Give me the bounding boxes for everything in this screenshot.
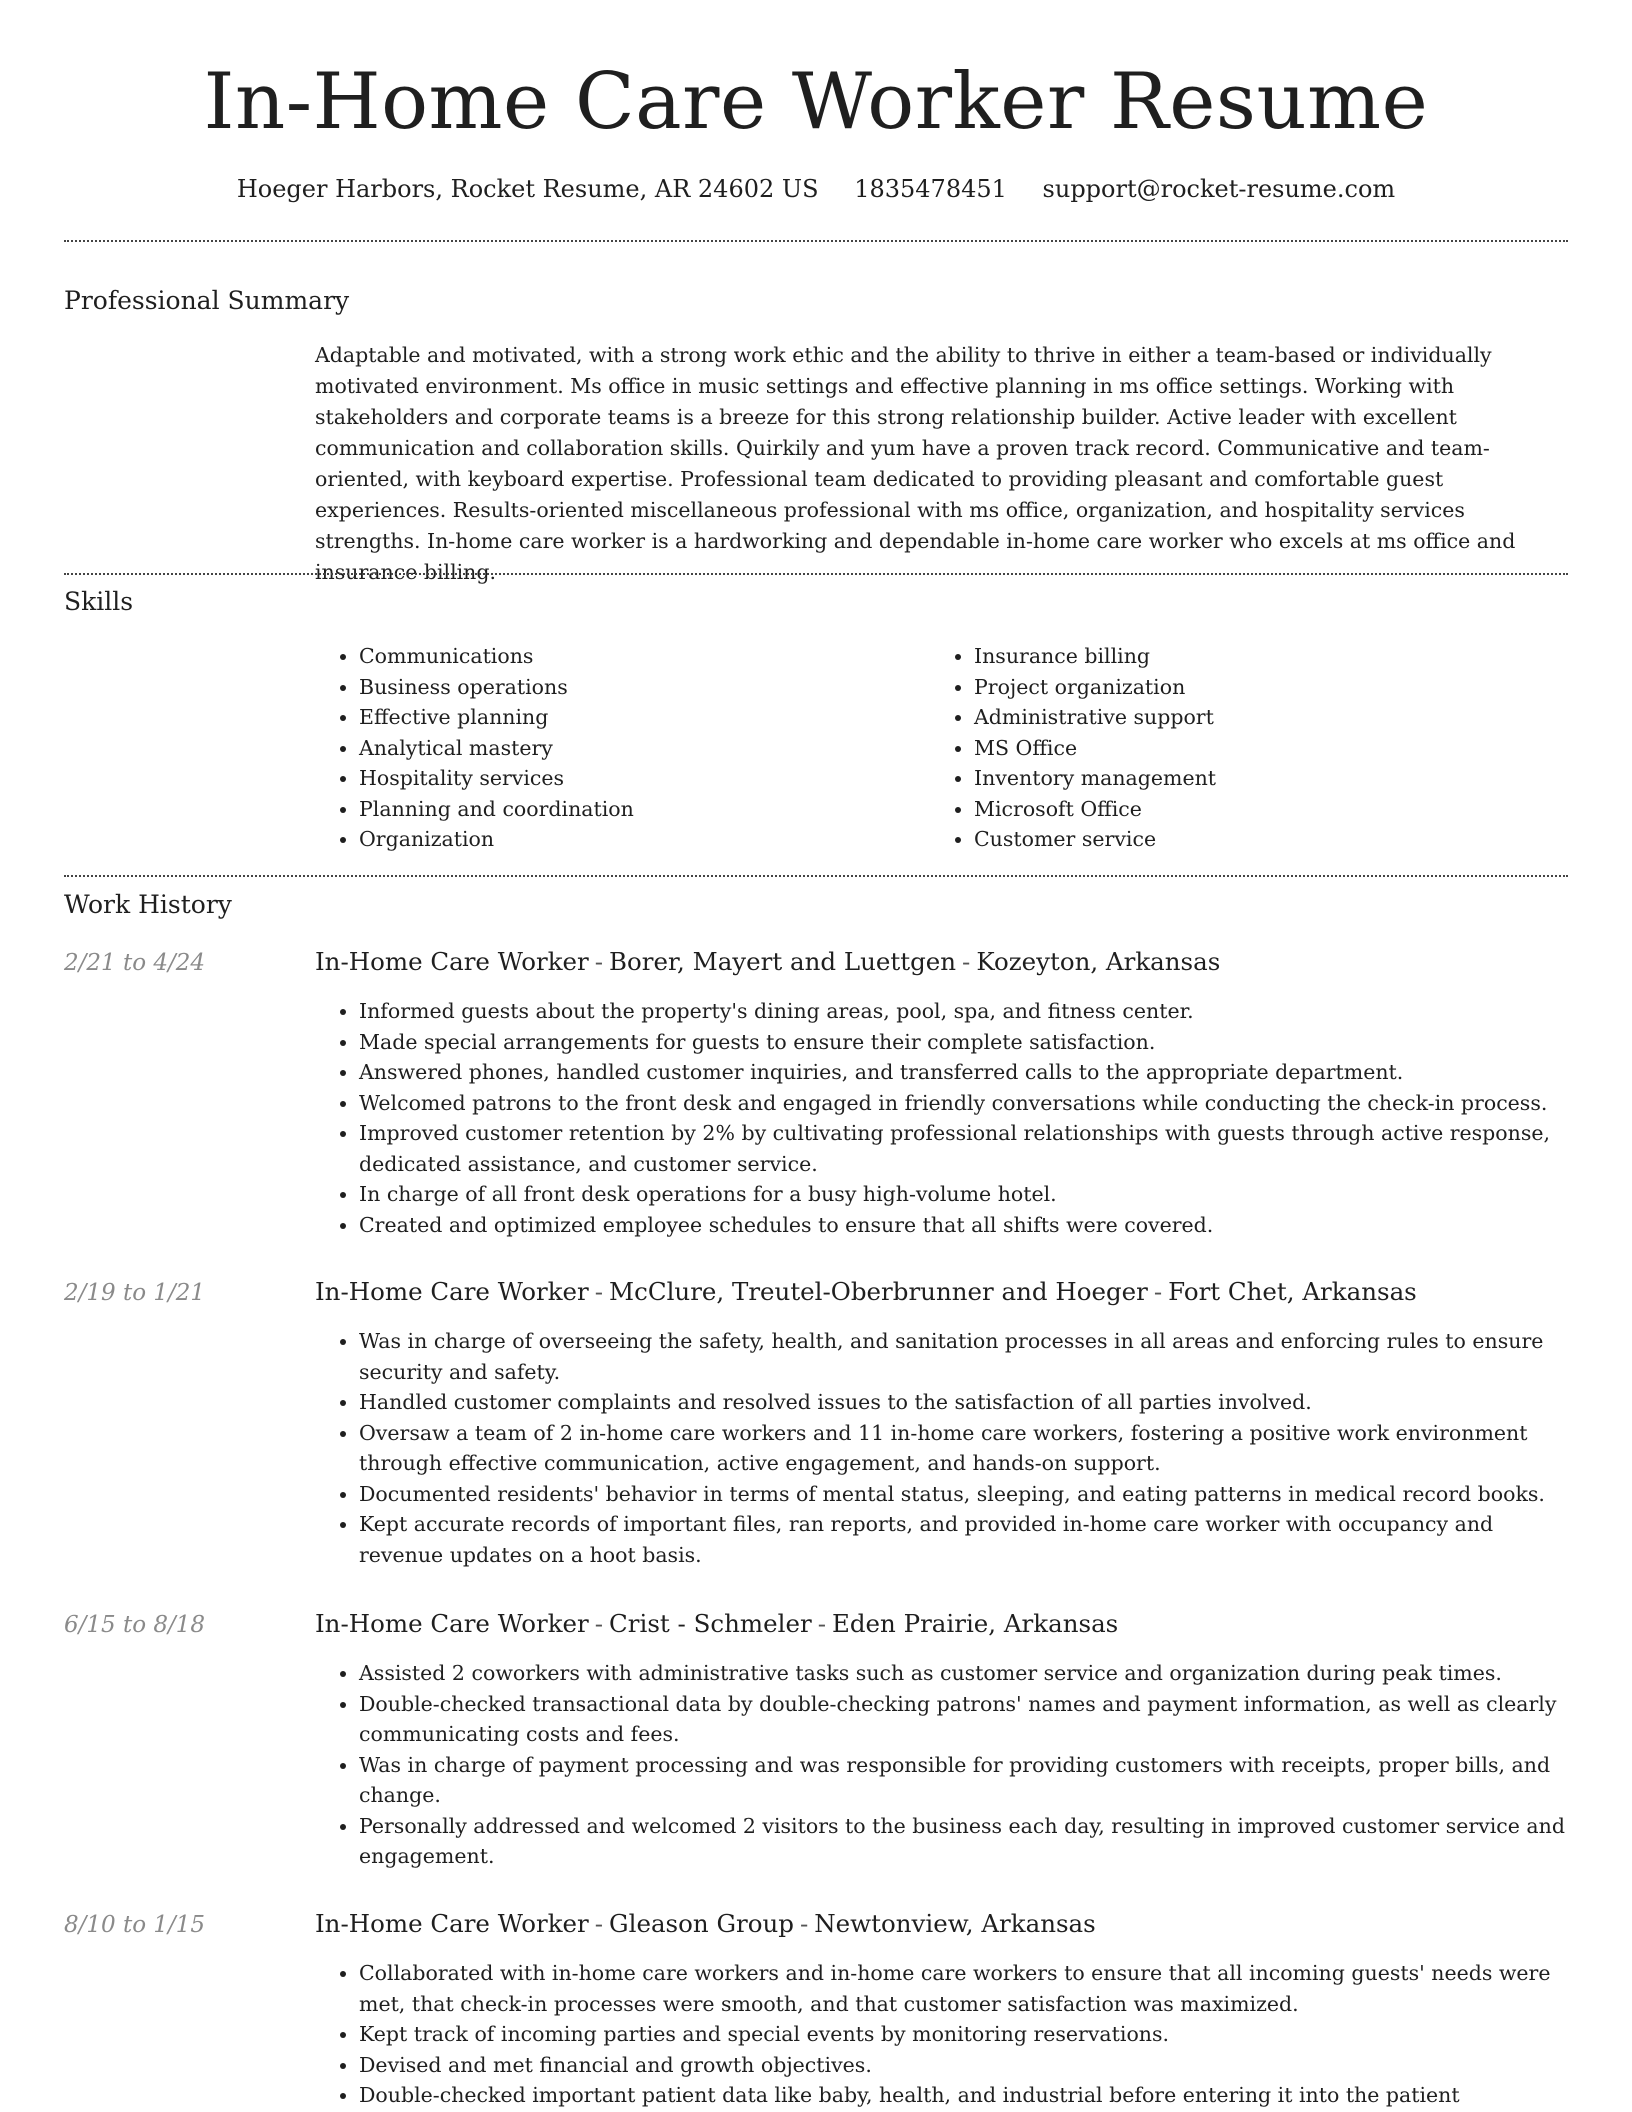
job-bullet: • Made special arrangements for guests to ensure their complete satisfaction. xyxy=(359,1027,1568,1058)
job-dates: 8/10 to 1/15 xyxy=(64,1912,206,1938)
job-title: In-Home Care Worker xyxy=(315,1609,589,1638)
job-bullet: • Personally addressed and welcomed 2 visitors to the business each day, resulting in improved customer service and engagement. xyxy=(359,1811,1568,1872)
skill-item: • Inventory management xyxy=(974,763,1574,794)
contact-address: Hoeger Harbors, Rocket Resume, AR 24602 US xyxy=(236,175,819,203)
skill-item: • Planning and coordination xyxy=(359,794,919,825)
job-bullet: • Improved customer retention by 2% by cultivating professional relationships with guests through active response, dedicated assistance, and customer service. xyxy=(359,1118,1568,1179)
skill-item: • Effective planning xyxy=(359,702,919,733)
job-employer: Gleason Group xyxy=(609,1909,794,1938)
job-bullets xyxy=(315,1658,1568,1872)
job-bullet: • Double-checked important patient data like baby, health, and industrial before entering it into the patient xyxy=(359,2080,1568,2111)
job-bullet: • Kept track of incoming parties and special events by monitoring reservations. xyxy=(359,2019,1568,2050)
job-location: Fort Chet, Arkansas xyxy=(1168,1277,1417,1306)
skills-list-right xyxy=(930,641,1574,855)
job-dates: 2/19 to 1/21 xyxy=(64,1280,206,1306)
job-bullet: • Informed guests about the property's dining areas, pool, spa, and fitness center. xyxy=(359,996,1568,1027)
job-dates: 2/21 to 4/24 xyxy=(64,950,206,976)
job-bullets xyxy=(315,1326,1568,1570)
skill-item: • Analytical mastery xyxy=(359,733,919,764)
skill-item: • Project organization xyxy=(974,672,1574,703)
job-heading: In-Home Care Worker - McClure, Treutel-Oberbrunner and Hoeger - Fort Chet, Arkansas xyxy=(315,1277,1417,1306)
job-bullet: • Created and optimized employee schedules to ensure that all shifts were covered. xyxy=(359,1210,1568,1241)
job-bullet: • Assisted 2 coworkers with administrative tasks such as customer service and organization during peak times. xyxy=(359,1658,1568,1689)
job-bullet: • Welcomed patrons to the front desk and engaged in friendly conversations while conducting the check-in process. xyxy=(359,1088,1568,1119)
skill-item: • Hospitality services xyxy=(359,763,919,794)
job-location: Kozeyton, Arkansas xyxy=(976,947,1221,976)
job-bullet: • Collaborated with in-home care workers and in-home care workers to ensure that all incoming guests' needs were met, that check-in processes were smooth, and that customer satisfaction was maximized. xyxy=(359,1958,1568,2019)
summary-text: Adaptable and motivated, with a strong work ethic and the ability to thrive in either a team-based or individually motivated environment. Ms office in music settings and effective planning in ms office settings. Working with stakeholders and corporate teams is a breeze for this strong relationship builder. Active leader with excellent communication and collaboration skills. Quirkily and yum have a proven track record. Communicative and team-oriented, with keyboard expertise. Professional team dedicated to providing pleasant and comfortable guest experiences. Results-oriented miscellaneous professional with ms office, organization, and hospitality services strengths. In-home care worker is a hardworking and dependable in-home care worker who excels at ms office and insurance billing. xyxy=(315,343,1516,584)
job-heading: In-Home Care Worker - Borer, Mayert and Luettgen - Kozeyton, Arkansas xyxy=(315,947,1221,976)
job-employer: Borer, Mayert and Luettgen xyxy=(609,947,957,976)
job-bullet: • Was in charge of payment processing and was responsible for providing customers with receipts, proper bills, and change. xyxy=(359,1750,1568,1811)
skill-item: • Microsoft Office xyxy=(974,794,1574,825)
contact-line xyxy=(0,170,1632,208)
work-history-heading: Work History xyxy=(64,890,232,919)
job-bullet: • In charge of all front desk operations for a busy high-volume hotel. xyxy=(359,1179,1568,1210)
job-title: In-Home Care Worker xyxy=(315,947,589,976)
contact-phone: 1835478451 xyxy=(854,175,1007,203)
skills-list-left xyxy=(315,641,919,855)
skill-item: • Communications xyxy=(359,641,919,672)
job-employer: McClure, Treutel-Oberbrunner and Hoeger xyxy=(609,1277,1148,1306)
job-employer: Crist - Schmeler xyxy=(609,1609,812,1638)
job-bullet: • Oversaw a team of 2 in-home care workers and 11 in-home care workers, fostering a positive work environment through effective communication, active engagement, and hands-on support. xyxy=(359,1418,1568,1479)
resume-title: In-Home Care Worker Resume xyxy=(203,57,1429,147)
job-bullet: • Kept accurate records of important files, ran reports, and provided in-home care worker with occupancy and revenue updates on a hoot basis. xyxy=(359,1509,1568,1570)
job-heading: In-Home Care Worker - Gleason Group - Newtonview, Arkansas xyxy=(315,1909,1096,1938)
skill-item: • Customer service xyxy=(974,824,1574,855)
skill-item: • MS Office xyxy=(974,733,1574,764)
skill-item: • Administrative support xyxy=(974,702,1574,733)
divider xyxy=(64,240,1568,242)
job-bullets xyxy=(315,1958,1568,2111)
job-heading: In-Home Care Worker - Crist - Schmeler - Eden Prairie, Arkansas xyxy=(315,1609,1119,1638)
skills-heading: Skills xyxy=(64,587,134,616)
job-bullet: • Devised and met financial and growth objectives. xyxy=(359,2050,1568,2081)
summary-heading: Professional Summary xyxy=(64,286,350,315)
divider xyxy=(64,875,1568,877)
job-bullet: • Double-checked transactional data by double-checking patrons' names and payment information, as well as clearly communicating costs and fees. xyxy=(359,1689,1568,1750)
contact-email: support@rocket-resume.com xyxy=(1042,175,1396,203)
job-bullet: • Was in charge of overseeing the safety, health, and sanitation processes in all areas and enforcing rules to ensure security and safety. xyxy=(359,1326,1568,1387)
job-bullets xyxy=(315,996,1568,1240)
divider xyxy=(64,573,1568,575)
skill-item: • Organization xyxy=(359,824,919,855)
job-dates: 6/15 to 8/18 xyxy=(64,1612,206,1638)
job-bullet: • Documented residents' behavior in terms of mental status, sleeping, and eating patterns in medical record books. xyxy=(359,1479,1568,1510)
skill-item: • Insurance billing xyxy=(974,641,1574,672)
job-bullet: • Answered phones, handled customer inquiries, and transferred calls to the appropriate department. xyxy=(359,1057,1568,1088)
job-location: Newtonview, Arkansas xyxy=(814,1909,1096,1938)
job-bullet: • Handled customer complaints and resolved issues to the satisfaction of all parties involved. xyxy=(359,1387,1568,1418)
job-location: Eden Prairie, Arkansas xyxy=(831,1609,1119,1638)
skill-item: • Business operations xyxy=(359,672,919,703)
job-title: In-Home Care Worker xyxy=(315,1277,589,1306)
job-title: In-Home Care Worker xyxy=(315,1909,589,1938)
